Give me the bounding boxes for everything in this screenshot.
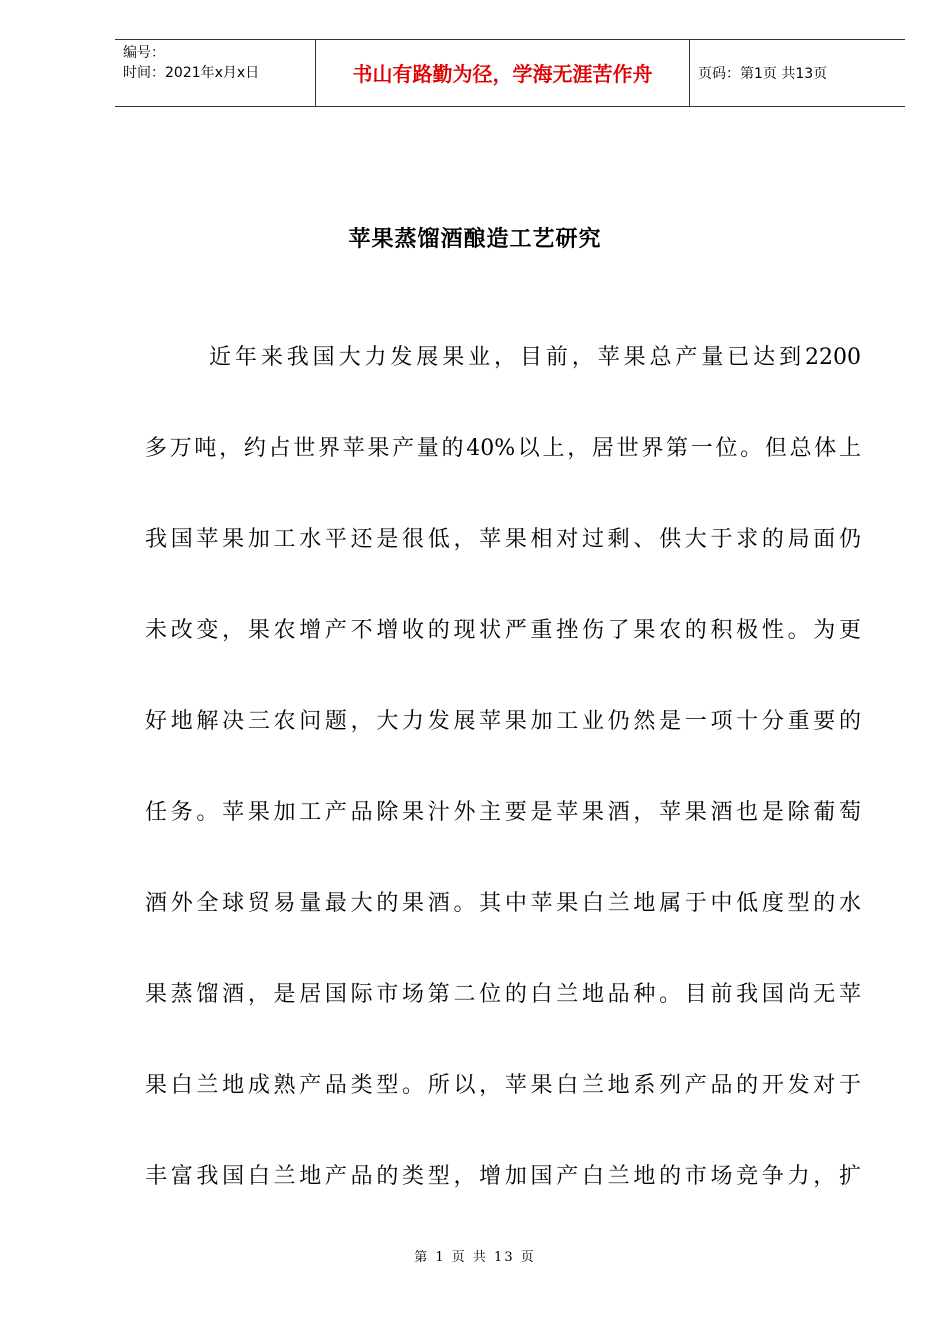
header-motto: 书山有路勤为径，学海无涯苦作舟 — [316, 40, 690, 106]
page-footer: 第 1 页 共 13 页 — [414, 1250, 536, 1265]
body-line: 未改变，果农增产不增收的现状严重挫伤了果农的积极性。为更 — [145, 618, 861, 643]
body-line: 果蒸馏酒，是居国际市场第二位的白兰地品种。目前我国尚无苹 — [145, 982, 861, 1007]
body-line: 近年来我国大力发展果业，目前，苹果总产量已达到2200 — [209, 345, 861, 370]
page-header — [115, 39, 905, 107]
body-line: 任务。苹果加工产品除果汁外主要是苹果酒，苹果酒也是除葡萄 — [145, 800, 861, 825]
document-body — [145, 312, 861, 1222]
header-page-info: 页码：第1页 共13页 — [698, 66, 828, 82]
body-line: 丰富我国白兰地产品的类型，增加国产白兰地的市场竞争力，扩 — [145, 1164, 861, 1189]
body-line: 酒外全球贸易量最大的果酒。其中苹果白兰地属于中低度型的水 — [145, 891, 861, 916]
number-label: 编号： — [123, 45, 165, 61]
body-line: 多万吨，约占世界苹果产量的40%以上，居世界第一位。但总体上 — [145, 436, 861, 461]
body-line: 果白兰地成熟产品类型。所以，苹果白兰地系列产品的开发对于 — [145, 1073, 861, 1098]
body-line: 好地解决三农问题，大力发展苹果加工业仍然是一项十分重要的 — [145, 709, 861, 734]
body-line: 我国苹果加工水平还是很低，苹果相对过剩、供大于求的局面仍 — [145, 527, 861, 552]
time-label: 时间：2021年x月x日 — [123, 65, 260, 81]
document-title: 苹果蒸馏酒酿造工艺研究 — [348, 226, 602, 252]
header-meta — [115, 40, 316, 106]
